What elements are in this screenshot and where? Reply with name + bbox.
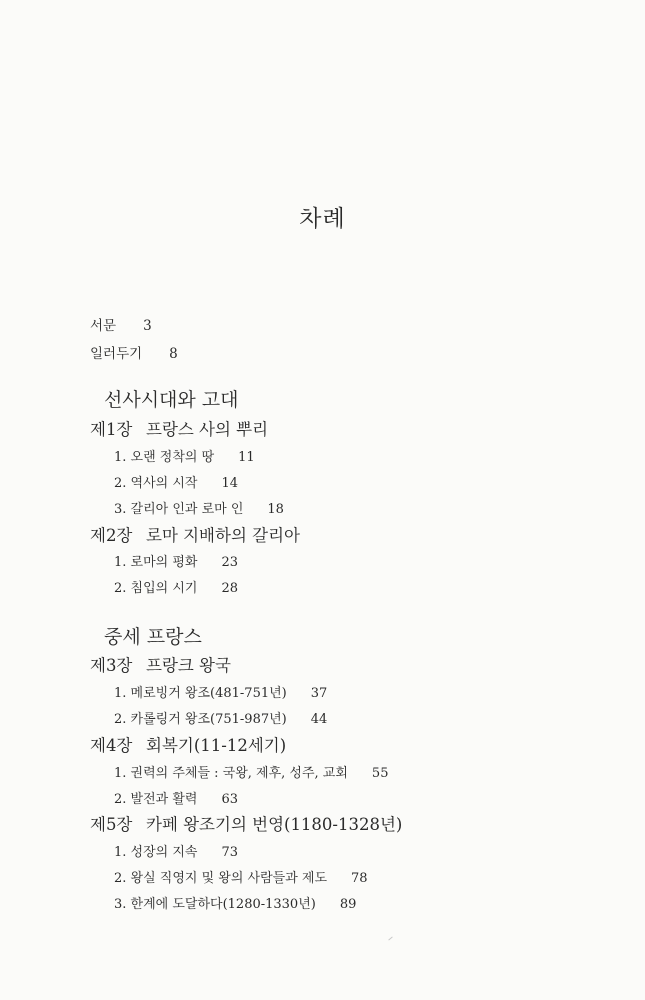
page-number: 3 xyxy=(143,318,152,334)
chapter-title: 로마 지배하의 갈리아 xyxy=(146,526,300,545)
chapter-title: 프랑크 왕국 xyxy=(146,656,231,675)
chapter-number: 제4장 xyxy=(90,736,133,755)
entry-label: 서문 xyxy=(90,318,117,334)
page-number: 23 xyxy=(221,555,239,570)
page-number: 37 xyxy=(310,686,328,701)
section-item xyxy=(114,577,238,596)
entry-label: 1. 오랜 정착의 땅 xyxy=(114,450,215,465)
section-item xyxy=(114,788,238,807)
page-number: 11 xyxy=(238,450,255,465)
part-heading: 중세 프랑스 xyxy=(104,626,202,648)
entry-label: 2. 발전과 활력 xyxy=(114,792,198,807)
page-number: 55 xyxy=(371,766,389,781)
chapter-number: 제3장 xyxy=(90,656,133,675)
chapter-heading xyxy=(90,416,268,440)
entry-label: 1. 권력의 주체들 : 국왕, 제후, 성주, 교회 xyxy=(114,766,348,781)
chapter-number: 제5장 xyxy=(90,815,133,834)
entry-label: 2. 침입의 시기 xyxy=(114,581,198,596)
chapter-heading xyxy=(90,811,402,835)
section-item xyxy=(114,867,368,886)
page-number: 89 xyxy=(339,897,357,912)
paper-speck xyxy=(388,937,392,941)
page-number: 73 xyxy=(221,845,239,860)
page-number: 44 xyxy=(310,712,328,727)
page-number: 78 xyxy=(351,871,368,886)
front-matter-item xyxy=(90,342,178,362)
section-item xyxy=(114,893,356,912)
page-number: 14 xyxy=(221,476,239,491)
page-title: 차례 xyxy=(299,206,346,232)
section-item xyxy=(114,498,284,517)
chapter-heading xyxy=(90,522,300,546)
chapter-number: 제1장 xyxy=(90,420,133,439)
page-number: 63 xyxy=(221,792,239,807)
entry-label: 일러두기 xyxy=(90,346,143,362)
chapter-title: 회복기(11-12세기) xyxy=(146,736,287,755)
part-heading: 선사시대와 고대 xyxy=(104,389,239,411)
chapter-number: 제2장 xyxy=(90,526,133,545)
section-item xyxy=(114,472,238,491)
chapter-heading xyxy=(90,652,231,676)
front-matter-item xyxy=(90,314,152,334)
page-number: 18 xyxy=(267,502,284,517)
section-item xyxy=(114,762,388,781)
entry-label: 2. 역사의 시작 xyxy=(114,476,198,491)
section-item xyxy=(114,708,327,727)
page-number: 28 xyxy=(221,581,239,596)
section-item xyxy=(114,841,238,860)
page-number: 8 xyxy=(169,346,178,362)
section-item xyxy=(114,682,327,701)
entry-label: 2. 카롤링거 왕조(751-987년) xyxy=(114,712,287,727)
entry-label: 3. 갈리아 인과 로마 인 xyxy=(114,502,244,517)
entry-label: 2. 왕실 직영지 및 왕의 사람들과 제도 xyxy=(114,871,328,886)
chapter-title: 프랑스 사의 뿌리 xyxy=(146,420,269,439)
section-item xyxy=(114,551,238,570)
chapter-title: 카페 왕조기의 번영(1180-1328년) xyxy=(146,815,403,834)
chapter-heading xyxy=(90,732,286,756)
entry-label: 1. 로마의 평화 xyxy=(114,555,198,570)
section-item xyxy=(114,446,255,465)
entry-label: 1. 메로빙거 왕조(481-751년) xyxy=(114,686,287,701)
entry-label: 1. 성장의 지속 xyxy=(114,845,198,860)
entry-label: 3. 한계에 도달하다(1280-1330년) xyxy=(114,897,316,912)
